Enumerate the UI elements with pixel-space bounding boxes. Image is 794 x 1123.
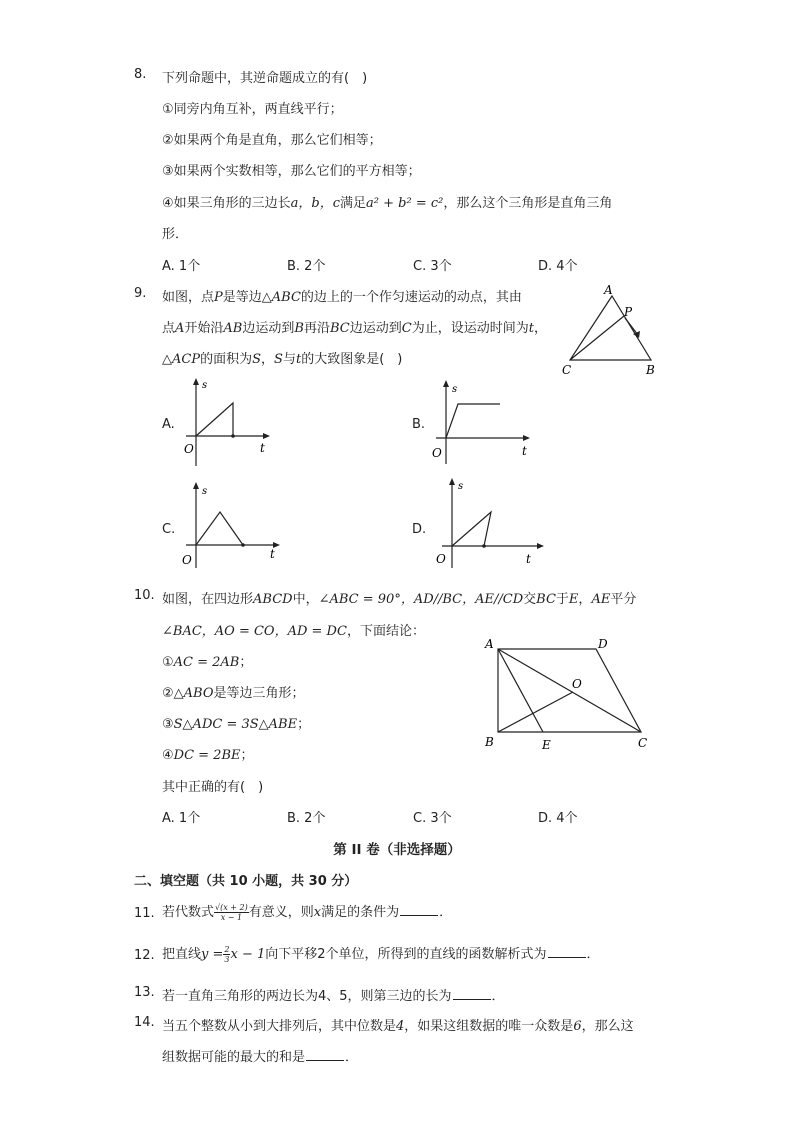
label-p: P <box>624 305 633 319</box>
q9-graph-d <box>430 474 550 570</box>
q8-item-3: ③如果两个实数相等，那么它们的平方相等； <box>162 164 421 179</box>
diagonal-ac <box>498 649 641 732</box>
q9-triangle-figure <box>555 282 665 378</box>
q8-item-1: ①同旁内角互补，两直线平行； <box>162 102 343 117</box>
label-c: C <box>638 736 648 750</box>
q12-text: 把直线y = $\frac{2}{3}$ x − 1向下平移2个单位，所得到的直线的函数解析式为 ． <box>162 945 600 964</box>
section-2-heading: 二、填空题（共 10 小题，共 30 分） <box>134 874 358 889</box>
svg-text:s: s <box>202 486 208 497</box>
q10-conclusion-1: ①AC = 2AB； <box>162 655 253 670</box>
q10-ask: 其中正确的有( ) <box>162 780 264 795</box>
segment-cp <box>570 316 624 360</box>
label-a: A <box>485 637 494 651</box>
svg-text:O: O <box>184 442 194 456</box>
q8-item-4: ④如果三角形的三边长a，b，c满足a² + b² = c²，那么这个三角形是直角三角 <box>162 196 613 211</box>
q12-number: 12. <box>134 948 155 963</box>
q9-graph-c <box>180 478 290 570</box>
svg-text:s: s <box>452 384 458 395</box>
label-c: C <box>562 363 572 377</box>
q10-conclusion-4: ④DC = 2BE； <box>162 748 254 763</box>
label-b: B <box>646 363 655 377</box>
svg-text:t: t <box>270 547 275 561</box>
q10-option-c[interactable]: C. 3个 <box>413 811 452 826</box>
q9-graph-option-d[interactable]: D. <box>412 522 427 537</box>
q13-number: 13. <box>134 985 155 1000</box>
q10-conclusion-2: ②△ABO是等边三角形； <box>162 686 305 701</box>
q8-option-b[interactable]: B. 2个 <box>287 259 326 274</box>
q9-number: 9. <box>134 286 147 301</box>
graph-a-curve <box>196 403 233 436</box>
part-2-title: 第 II 卷（非选择题） <box>333 842 461 858</box>
q13-text: 若一直角三角形的两边长为4、5，则第三边的长为 ． <box>162 989 505 1004</box>
q11-number: 11. <box>134 906 155 921</box>
q14-line-1: 当五个整数从小到大排列后，其中位数是4，如果这组数据的唯一众数是6，那么这 <box>162 1019 634 1034</box>
q9-graph-option-a[interactable]: A. <box>162 417 175 432</box>
q11-answer-blank[interactable] <box>400 903 438 916</box>
svg-text:s: s <box>202 380 208 391</box>
label-d: D <box>598 637 608 651</box>
q12-fraction: $\frac{2}{3}$ <box>224 945 230 964</box>
svg-text:t: t <box>260 441 265 455</box>
q8-option-d[interactable]: D. 4个 <box>538 259 578 274</box>
q9-graph-b <box>430 376 540 466</box>
svg-text:O: O <box>182 553 192 567</box>
q10-option-d[interactable]: D. 4个 <box>538 811 578 826</box>
q11-fraction: $\frac{√(x + 2)}{x - 1}$ <box>215 903 248 922</box>
q10-number: 10. <box>134 588 155 603</box>
q13-answer-blank[interactable] <box>453 987 491 1000</box>
svg-text:t: t <box>522 444 527 458</box>
q9-graph-option-b[interactable]: B. <box>412 417 426 432</box>
graph-b-curve <box>446 404 500 438</box>
q8-item-2: ②如果两个角是直角，那么它们相等； <box>162 133 382 148</box>
label-a: A <box>604 283 613 297</box>
q9-line-2: 点A开始沿AB边运动到B再沿BC边运动到C为止，设运动时间为t， <box>162 321 547 336</box>
graph-d-curve <box>452 512 491 546</box>
label-b: B <box>485 735 494 749</box>
q10-line-1: 如图，在四边形ABCD中，∠ABC = 90°，AD//BC，AE//CD交BC于E，AE平分 <box>162 592 637 607</box>
q9-line-3: △ACP的面积为S，S与t的大致图象是( ) <box>162 352 403 367</box>
label-o: O <box>572 677 582 691</box>
svg-text:O: O <box>432 446 442 460</box>
q9-graph-option-c[interactable]: C. <box>162 522 176 537</box>
label-e: E <box>542 738 551 752</box>
q8-item-4-cont: 形． <box>162 227 189 242</box>
q8-number: 8. <box>134 67 147 82</box>
q10-conclusion-3: ③S△ADC = 3S△ABE； <box>162 717 311 732</box>
q9-graph-a <box>180 374 280 470</box>
q11-text: 若代数式 $\frac{√(x + 2)}{x - 1}$ 有意义，则x满足的条件为 ． <box>162 903 453 922</box>
segment-bo <box>498 692 573 732</box>
svg-text:t: t <box>526 552 531 566</box>
q10-option-a[interactable]: A. 1个 <box>162 811 201 826</box>
q14-answer-blank[interactable] <box>306 1048 344 1061</box>
q8-stem: 下列命题中，其逆命题成立的有( ) <box>162 71 368 86</box>
q10-option-b[interactable]: B. 2个 <box>287 811 326 826</box>
motion-arrow <box>625 318 638 335</box>
q10-line-2: ∠BAC，AO = CO，AD = DC，下面结论： <box>162 624 425 639</box>
q14-number: 14. <box>134 1015 155 1030</box>
q8-option-a[interactable]: A. 1个 <box>162 259 201 274</box>
q9-line-1: 如图，点P是等边△ABC的边上的一个作匀速运动的动点，其由 <box>162 290 522 305</box>
q14-line-2: 组数据可能的最大的和是 ． <box>162 1050 359 1065</box>
graph-c-curve <box>196 512 243 545</box>
q8-option-c[interactable]: C. 3个 <box>413 259 452 274</box>
svg-text:O: O <box>436 552 446 566</box>
svg-text:s: s <box>458 481 464 492</box>
q10-quadrilateral-figure <box>478 632 654 754</box>
q12-answer-blank[interactable] <box>548 945 586 958</box>
